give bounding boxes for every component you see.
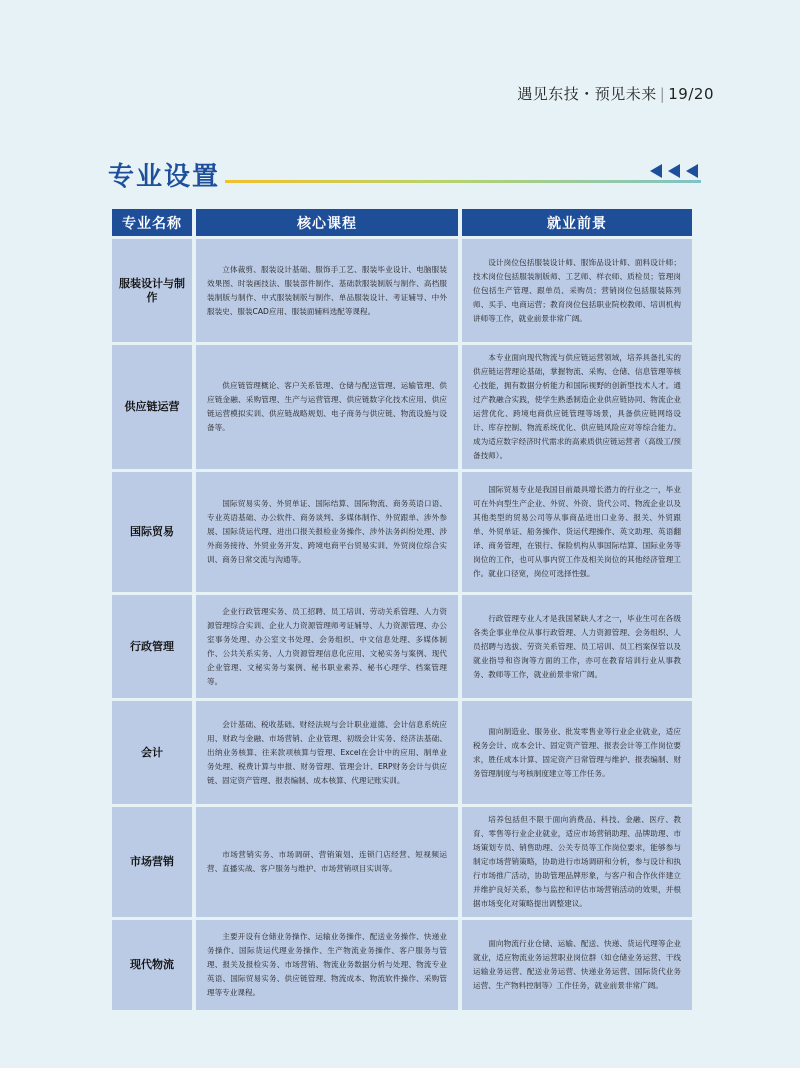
major-name: 国际贸易	[112, 472, 192, 592]
table-row	[112, 807, 692, 917]
page-header	[517, 83, 714, 104]
career-prospects: 行政管理专业人才是我国紧缺人才之一，毕业生可在各级各类企事业单位从事行政管理、人力资源管理、会务组织、人员招聘与选拔、劳资关系管理、员工培训、员工档案保管以及就业指导和咨询等方面的工作，亦可在教育培训行业从事教务、教师等工作，就业前景非常广阔。	[462, 595, 692, 698]
header-slogan: 遇见东技・预见未来	[517, 85, 657, 103]
major-name: 供应链运营	[112, 345, 192, 469]
page-number: 19/20	[668, 85, 714, 103]
title-underline	[225, 180, 701, 183]
major-name: 会计	[112, 701, 192, 804]
core-courses: 国际贸易实务、外贸单证、国际结算、国际物流、商务英语口语、专业英语基础、办公软件、商务谈判、多媒体制作、外贸跟单、涉外参展、国际货运代理、进出口报关报检业务操作、涉外法务纠纷处理、涉外商务接待、外贸业务开发、跨境电商平台贸易实训、外贸岗位综合实训、商务日常交流与沟通等。	[196, 472, 458, 592]
table-row	[112, 701, 692, 804]
career-prospects: 本专业面向现代物流与供应链运营领域，培养具备扎实的供应链运营理论基础，掌握物流、采购、仓储、信息管理等核心技能，拥有数据分析能力和国际视野的创新型技术人才。通过产教融合实践，使学生熟悉制造企业供应链协同、物流企业运营优化、跨境电商供应链管理等场景，具备供应链网络设计、库存控制、物流系统优化、供应链风险应对等综合能力。成为适应数字经济时代需求的高素质供应链运营者（高级工/预备技师）。	[462, 345, 692, 469]
major-name: 现代物流	[112, 920, 192, 1010]
major-name: 服装设计与制作	[112, 239, 192, 342]
career-prospects: 培养包括但不限于面向消费品、科技、金融、医疗、教育、零售等行业企业就业，适应市场营销助理、品牌助理、市场策划专员、销售助理、公关专员等工作岗位要求，能够参与制定市场营销策略，协助进行市场调研和分析，参与设计和执行市场推广活动，协助管理品牌形象，与客户和合作伙伴建立并维护良好关系，参与监控和评估市场营销活动的效果，并根据市场变化对策略提出调整建议。	[462, 807, 692, 917]
core-courses: 主要开设有仓储业务操作、运输业务操作、配送业务操作、快递业务操作、国际货运代理业务操作、生产物流业务操作、客户服务与管理、报关及报检实务、市场营销、物流业务数据分析与处理、物流专业英语、国际贸易实务、供应链管理、物流成本、物流软件操作、采购管理等专业课程。	[196, 920, 458, 1010]
table-row	[112, 345, 692, 469]
table-row	[112, 595, 692, 698]
triple-arrow-icon	[650, 162, 700, 180]
majors-table	[108, 206, 696, 1013]
table-row	[112, 239, 692, 342]
header-separator: |	[659, 85, 666, 103]
major-name: 行政管理	[112, 595, 192, 698]
table-row	[112, 472, 692, 592]
header-core-courses: 核心课程	[196, 209, 458, 236]
core-courses: 会计基础、税收基础、财经法规与会计职业道德、会计信息系统应用、财政与金融、市场营销、企业管理、初级会计实务、经济法基础、出纳业务核算、往来款项核算与管理、Excel在会计中的应用、制单业务处理、税费计算与申报、财务管理、管理会计、ERP财务会计与供应链、固定资产管理、报表编制、成本核算、代理记账实训。	[196, 701, 458, 804]
core-courses: 市场营销实务、市场调研、营销策划、连锁门店经营、短视频运营、直播实战、客户服务与维护、市场营销项目实训等。	[196, 807, 458, 917]
table-row	[112, 920, 692, 1010]
career-prospects: 国际贸易专业是我国目前最具增长潜力的行业之一，毕业可在外向型生产企业、外贸、外资、货代公司、物流企业以及其他类型的贸易公司等从事商品进出口业务、报关、外贸跟单、外贸单证、船务操作、货运代理操作、英文助理、英语翻译、商务管理，在银行、保险机构从事国际结算、国际业务等岗位的工作，也可从事内贸工作及相关岗位的其他经济管理工作。就业口径宽，岗位可选择性强。	[462, 472, 692, 592]
table-header-row	[112, 209, 692, 236]
core-courses: 企业行政管理实务、员工招聘、员工培训、劳动关系管理、人力资源管理综合实训、企业人力资源管理师考证辅导、人力资源管理、办公室事务处理、办公室文书处理、会务组织、中文信息处理、多媒体制作、公共关系实务、人力资源管理信息化应用、文秘实务与案例、现代企业管理、文秘实务与案例、秘书职业素养、秘书心理学、档案管理等。	[196, 595, 458, 698]
section-title: 专业设置	[108, 162, 221, 192]
career-prospects: 面向制造业、服务业、批发零售业等行业企业就业，适应税务会计、成本会计、固定资产管理、报表会计等工作岗位要求，胜任成本计算、固定资产日常管理与维护、报表编制、财务管理制度与考核制度建立等工作任务。	[462, 701, 692, 804]
major-name: 市场营销	[112, 807, 192, 917]
career-prospects: 面向物流行业仓储、运输、配送、快递、货运代理等企业就业，适应物流业务运营职业岗位群（如仓储业务运营、干线运输业务运营、配送业务运营、快递业务运营、国际货代业务运营、生产物料控制等）工作任务，就业前景非常广阔。	[462, 920, 692, 1010]
core-courses: 立体裁剪、服装设计基础、服饰手工艺、服装毕业设计、电脑服装效果图、时装画技法、服装部件制作、基础款服装制版与制作、高档服装制版与制作、中式服装制版与制作、单品服装设计、考证辅导、中外服装史、服装CAD应用、服装面辅料选配等课程。	[196, 239, 458, 342]
core-courses: 供应链管理概论、客户关系管理、仓储与配送管理、运输管理、供应链金融、采购管理、生产与运营管理、供应链数字化技术应用、供应链运营模拟实训、供应链战略规划、电子商务与供应链、物流设施与设备等。	[196, 345, 458, 469]
header-career-prospects: 就业前景	[462, 209, 692, 236]
career-prospects: 设计岗位包括服装设计师、服饰品设计师、面料设计师；技术岗位包括服装制版师、工艺师、样衣师、质检员；管理岗位包括生产管理、跟单员、采购员；营销岗位包括服装陈列师、买手、电商运营；教育岗位包括职业院校教师、培训机构讲师等工作，就业前景非常广阔。	[462, 239, 692, 342]
header-major-name: 专业名称	[112, 209, 192, 236]
